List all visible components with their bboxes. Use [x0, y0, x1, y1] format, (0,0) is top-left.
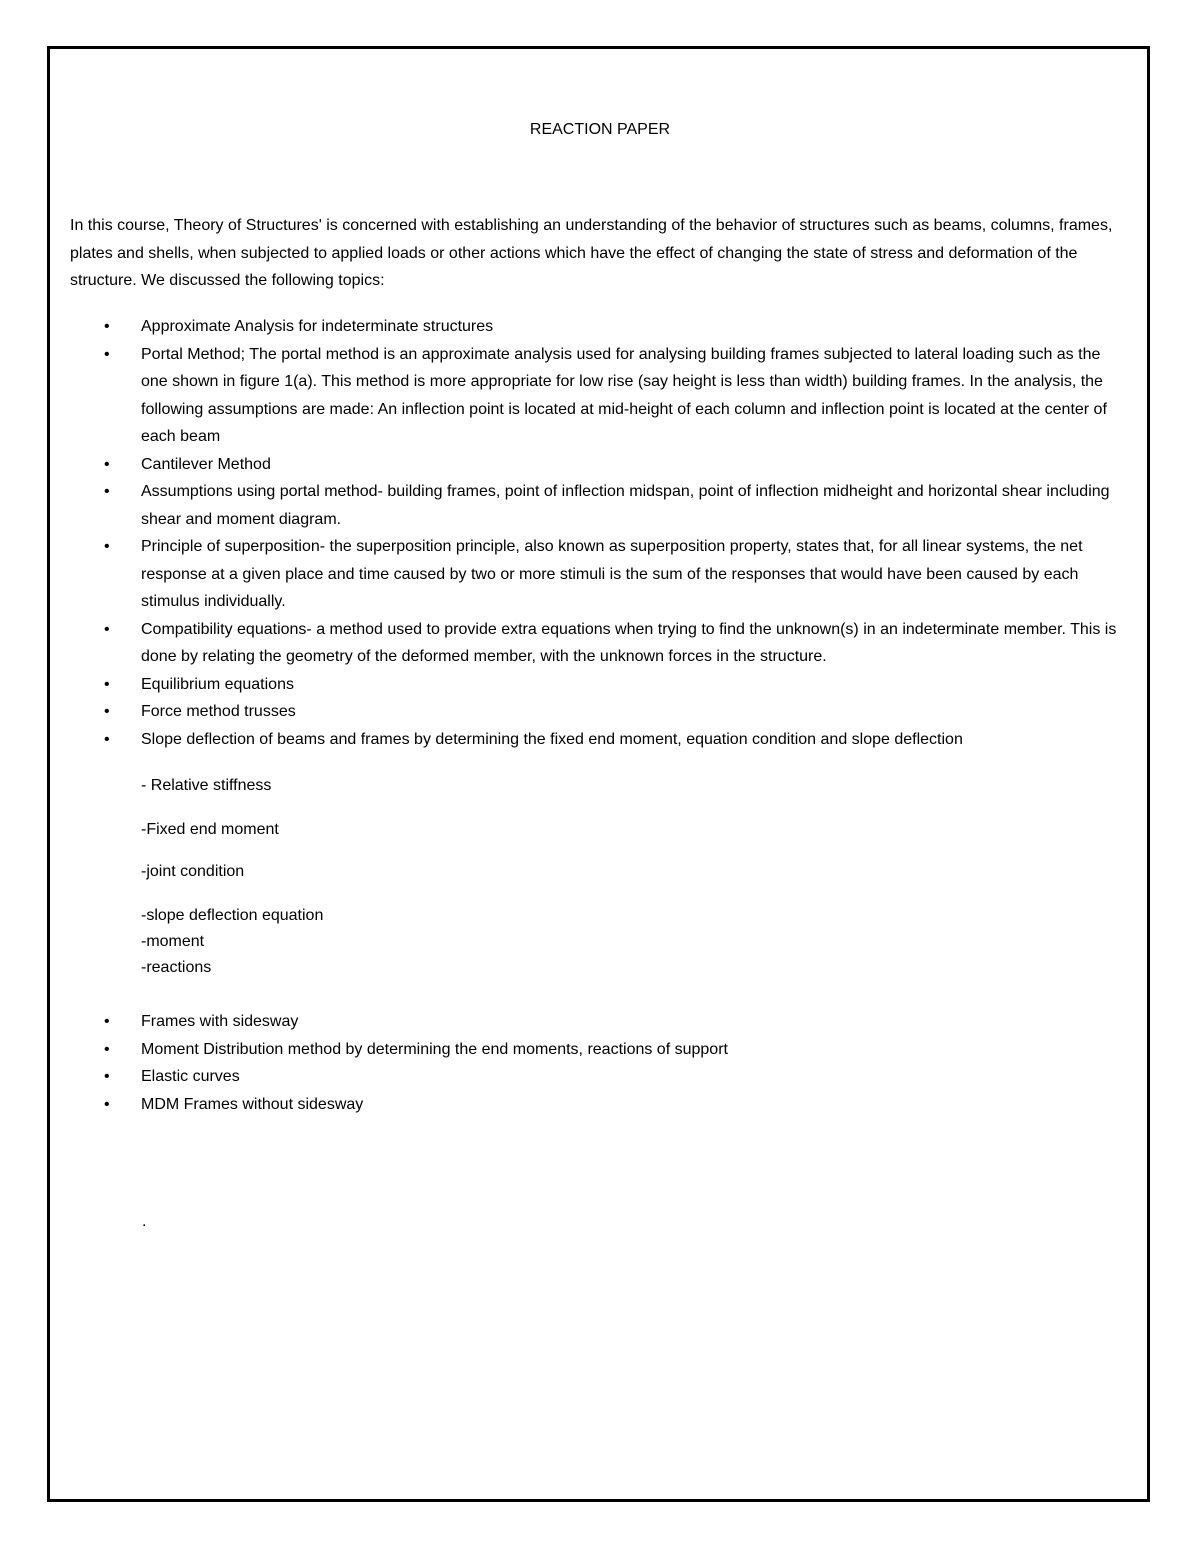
list-item [0, 313, 1124, 341]
list-item [0, 341, 1124, 451]
sub-item-joint-condition: -joint condition [141, 863, 245, 880]
bullet-icon: • [104, 483, 110, 500]
list-item-text: Elastic curves [141, 1068, 240, 1085]
list-item [0, 451, 1124, 479]
list-item-text: Moment Distribution method by determining the end moments, reactions of support [141, 1040, 728, 1058]
list-item-text: Assumptions using portal method- building frames, point of inflection midspan, point of inflection midheight and horizontal shear including shear and moment diagram. [141, 483, 1110, 528]
list-item [0, 533, 1124, 616]
topic-list-continued [0, 1008, 1200, 1118]
list-item-text: Equilibrium equations [141, 675, 294, 693]
list-item [0, 1091, 1124, 1119]
list-item-text: Portal Method; The portal method is an approximate analysis used for analysing building frames subjected to lateral loading such as the one shown in figure 1(a). This method is more appropriate for low rise (say height is less than width) building frames. In the analysis, the following assumptions are made: An inflection point is located at mid-height of each column and inflection point is located at the center of each beam [141, 345, 1107, 445]
intro-paragraph: In this course, Theory of Structures' is concerned with establishing an understanding of the behavior of structures such as beams, columns, frames, plates and shells, when subjected to applied loads or other actions which have the effect of changing the state of stress and deformation of the structure. We discussed the following topics: [70, 217, 1113, 289]
list-item [0, 726, 1124, 754]
sub-item-moment: -moment [141, 933, 205, 950]
bullet-icon: • [104, 318, 110, 335]
sub-item-relative-stiffness: - Relative stiffness [141, 777, 272, 794]
list-item-text: Compatibility equations- a method used to provide extra equations when trying to find the unknown(s) in an indeterminate member. This is done by relating the geometry of the deformed member, with the unknown forces in the structure. [141, 620, 1117, 665]
bullet-icon: • [104, 620, 110, 638]
list-item [0, 616, 1124, 671]
list-item [0, 698, 1124, 726]
list-item [0, 478, 1124, 533]
list-item-text: Slope deflection of beams and frames by determining the fixed end moment, equation condition and slope deflection [141, 730, 963, 748]
bullet-icon: • [104, 1040, 110, 1058]
list-item [0, 671, 1124, 699]
bullet-icon: • [104, 1095, 110, 1113]
bullet-icon: • [104, 675, 110, 693]
list-item [0, 1008, 1124, 1036]
bullet-icon: • [104, 1013, 110, 1030]
list-item-text: Principle of superposition- the superposition principle, also known as superposition property, states that, for all linear systems, the net response at a given place and time caused by two or more stimuli is the sum of the responses that would have been caused by each stimulus individually. [141, 538, 1083, 610]
sub-item-reactions: -reactions [141, 959, 212, 976]
list-item [0, 1036, 1124, 1064]
list-item-text: Force method trusses [141, 703, 296, 720]
list-item [0, 1063, 1124, 1091]
bullet-icon: • [104, 703, 110, 720]
list-item-text: MDM Frames without sidesway [141, 1095, 364, 1113]
trailing-mark: . [142, 1213, 147, 1230]
bullet-icon: • [104, 730, 110, 748]
sub-item-group [141, 903, 323, 981]
bullet-icon: • [104, 538, 110, 555]
sub-item-fixed-end-moment: -Fixed end moment [141, 821, 279, 838]
document-title: REACTION PAPER [529, 121, 671, 138]
bullet-icon: • [104, 455, 110, 473]
topic-list [0, 313, 1200, 753]
list-item-text: Frames with sidesway [141, 1013, 299, 1030]
list-item-text: Cantilever Method [141, 455, 271, 473]
bullet-icon: • [104, 1068, 110, 1085]
sub-item-slope-deflection-equation: -slope deflection equation [141, 907, 324, 924]
bullet-icon: • [104, 345, 110, 363]
list-item-text: Approximate Analysis for indeterminate structures [141, 318, 494, 335]
